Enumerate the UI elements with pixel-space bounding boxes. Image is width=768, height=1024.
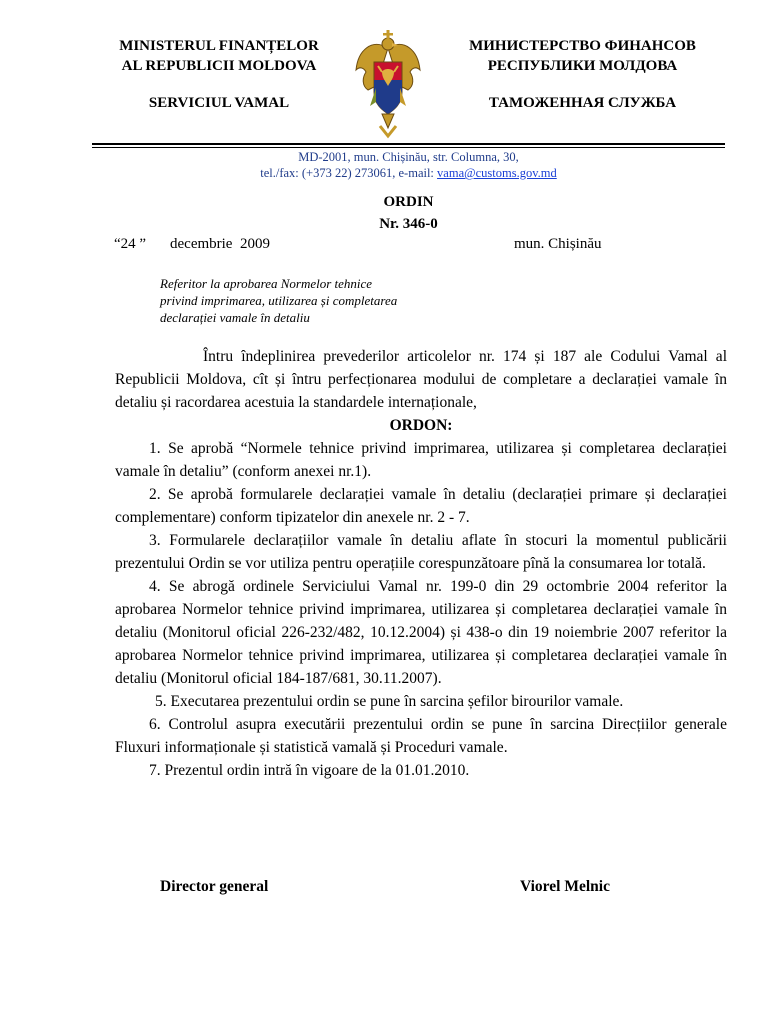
ministry-name-ru: МИНИСТЕРСТВО ФИНАНСОВ РЕСПУБЛИКИ МОЛДОВА <box>469 38 696 74</box>
service-name-ro: SERVICIUL VAMAL <box>148 95 290 111</box>
order-item: 3. Formularele declarațiilor vamale în detaliu aflate în stocuri la momentul publicării prezentului Ordin se vor utiliza pentru operațiile corespunzătoare pînă la consumarea lor totală. <box>115 532 727 572</box>
phone-fax: tel./fax: (+373 22) 273061, e-mail: <box>260 166 438 180</box>
order-item: 7. Prezentul ordin intră în vigoare de la 01.01.2010. <box>149 762 470 779</box>
order-item: 6. Controlul asupra executării prezentului ordin se pune în sarcina Direcțiilor generale Fluxuri informaționale și statistică vamală și Proceduri vamale. <box>115 716 727 756</box>
ordon-heading: ORDON: <box>389 417 453 434</box>
order-item: 5. Executarea prezentului ordin se pune în sarcina șefilor birourilor vamale. <box>155 693 624 710</box>
document-city: mun. Chișinău <box>514 236 602 252</box>
document-body <box>115 345 727 782</box>
order-item: 2. Se aprobă formularele declarației vamale în detaliu (declarației primare și declarației complementare) conform tipizatelor din anexele nr. 2 - 7. <box>115 486 727 526</box>
date-day: “24 ” <box>114 236 147 252</box>
contact-block <box>92 149 725 181</box>
document-date <box>114 236 270 253</box>
intro-paragraph: Întru îndeplinirea prevederilor articolelor nr. 174 și 187 ale Codului Vamal al Republicii Moldova, cît și întru perfecționarea modului de completare a declarației vamale în detaliu și racordarea acestuia la standardele internaționale, <box>115 348 727 411</box>
ministry-name-ro: MINISTERUL FINANȚELOR AL REPUBLICII MOLDOVA <box>119 38 319 74</box>
signatory-name: Viorel Melnic <box>520 878 610 895</box>
address-line: MD-2001, mun. Chișinău, str. Columna, 30, <box>298 150 519 164</box>
service-name-ru: ТАМОЖЕННАЯ СЛУЖБА <box>488 95 677 111</box>
header-divider-thin <box>92 147 725 148</box>
order-item: 4. Se abrogă ordinele Serviciului Vamal nr. 199-0 din 29 octombrie 2004 referitor la aprobarea Normelor tehnice privind imprimarea, utilizarea și completarea declarației vamale în detaliu (Monitorul oficial 226-232/482, 10.12.2004) și 438-o din 19 noiembrie 2007 referitor la aprobarea Normelor tehnice privind imprimarea, utilizarea și completarea declarației vamale în detaliu (Monitorul oficial 184-187/681, 30.11.2007). <box>115 578 727 687</box>
date-month-year: decembrie 2009 <box>170 236 270 252</box>
header-divider <box>92 143 725 145</box>
contact-line <box>92 165 725 181</box>
document-title: ORDIN <box>383 194 434 210</box>
document-number: Nr. 346-0 <box>379 216 438 232</box>
email-link[interactable]: vama@customs.gov.md <box>437 166 557 180</box>
signatory-title: Director general <box>160 878 269 895</box>
order-item: 1. Se aprobă “Normele tehnice privind imprimarea, utilizarea și completarea declarației vamale în detaliu” (conform anexei nr.1). <box>115 440 727 480</box>
document-subject: Referitor la aprobarea Normelor tehnice privind imprimarea, utilizarea și completarea declarației vamale în detaliu <box>160 276 398 325</box>
moldova-coat-of-arms-icon <box>352 28 424 140</box>
